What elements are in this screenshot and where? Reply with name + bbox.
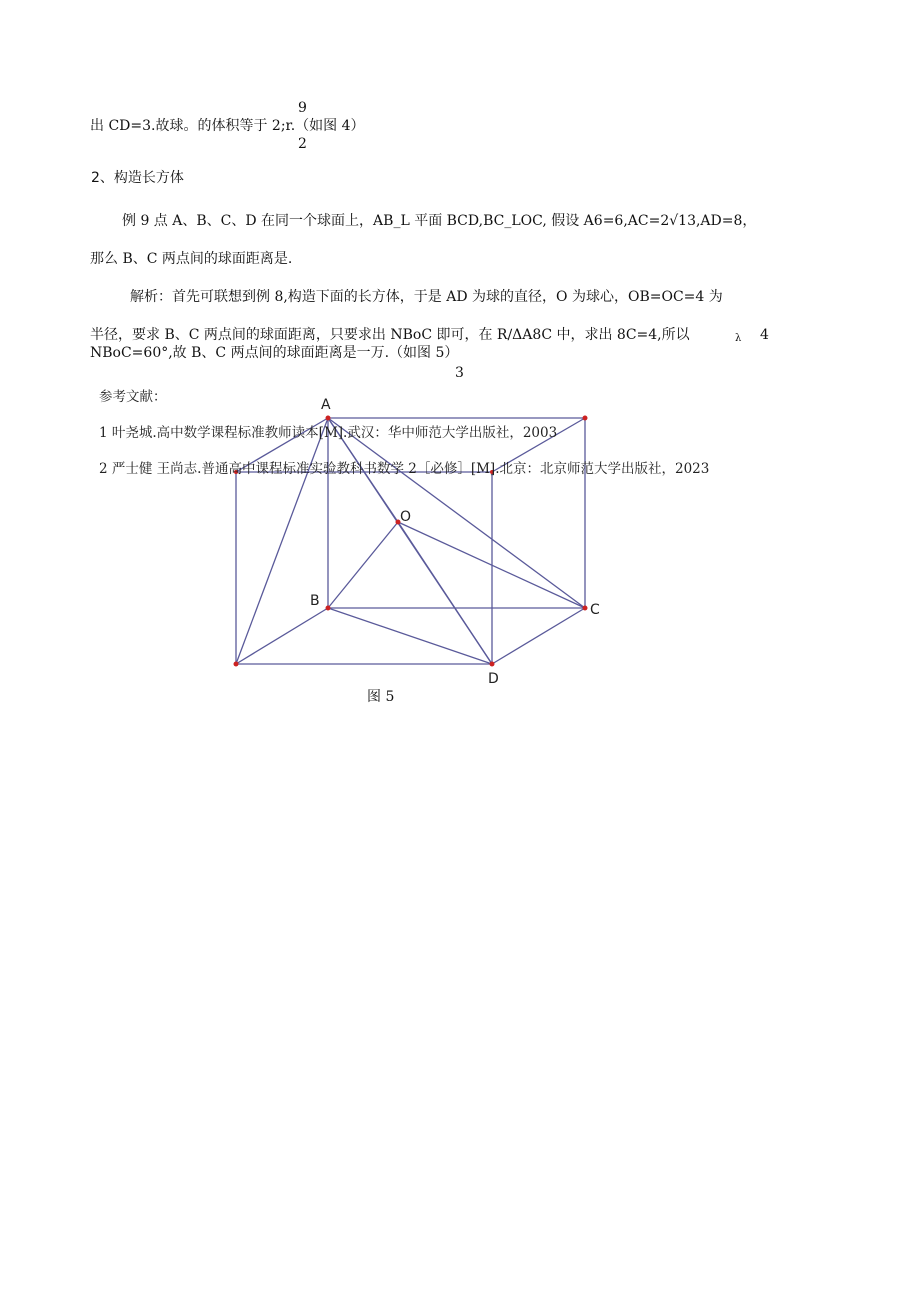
fraction-numerator: 4 bbox=[760, 327, 769, 343]
point-b bbox=[326, 606, 331, 611]
reference-item: 1 叶尧城.高中数学课程标准教师读本[M].武汉：华中师范大学出版社，2003 bbox=[99, 425, 558, 441]
fraction-denominator: 2 bbox=[298, 136, 307, 152]
fraction-denominator: 3 bbox=[455, 365, 464, 381]
edge bbox=[236, 608, 328, 664]
label-b: B bbox=[310, 593, 320, 609]
label-d: D bbox=[488, 671, 499, 687]
edge bbox=[328, 608, 492, 664]
point-corner bbox=[583, 416, 588, 421]
label-c: C bbox=[590, 602, 600, 618]
text-line: 出 CD=3.故球。的体积等于 2;r.（如图 4） bbox=[90, 118, 365, 134]
example-line-2: 那么 B、C 两点间的球面距离是. bbox=[90, 251, 293, 267]
example-line-1: 例 9 点 A、B、C、D 在同一个球面上，AB_L 平面 BCD,BC_LOC, 假设 A6=6,AC=2√13,AD=8， bbox=[122, 213, 757, 229]
point-c bbox=[583, 606, 588, 611]
point-a bbox=[326, 416, 331, 421]
label-a: A bbox=[321, 397, 331, 413]
label-o: O bbox=[400, 509, 412, 525]
edge bbox=[492, 608, 585, 664]
fraction-numerator: 9 bbox=[298, 100, 307, 116]
analysis-line-1: 解析：首先可联想到例 8,构造下面的长方体，于是 AD 为球的直径，O 为球心，OB=OC=4 为 bbox=[130, 289, 723, 305]
edge bbox=[328, 418, 585, 608]
edge bbox=[328, 522, 398, 608]
edge bbox=[236, 418, 328, 664]
point-corner bbox=[234, 662, 239, 667]
lambda-symbol: λ bbox=[735, 333, 742, 344]
analysis-line-2: 半径，要求 B、C 两点间的球面距离，只要求出 NBoC 即可，在 R∕ΔA8C 中，求出 8C=4,所以 bbox=[90, 327, 690, 343]
point-d bbox=[490, 662, 495, 667]
references-title: 参考文献： bbox=[99, 389, 167, 405]
section-heading: 2、构造长方体 bbox=[91, 170, 184, 186]
figure-caption: 图 5 bbox=[367, 689, 395, 705]
analysis-line-3: NBoC=60°,故 B、C 两点间的球面距离是一万.（如图 5） bbox=[90, 345, 459, 361]
reference-item: 2 严士健 王尚志.普通高中课程标准实验教科书数学 2［必修］[M].北京：北京师范大学出版社，2023 bbox=[99, 461, 710, 477]
